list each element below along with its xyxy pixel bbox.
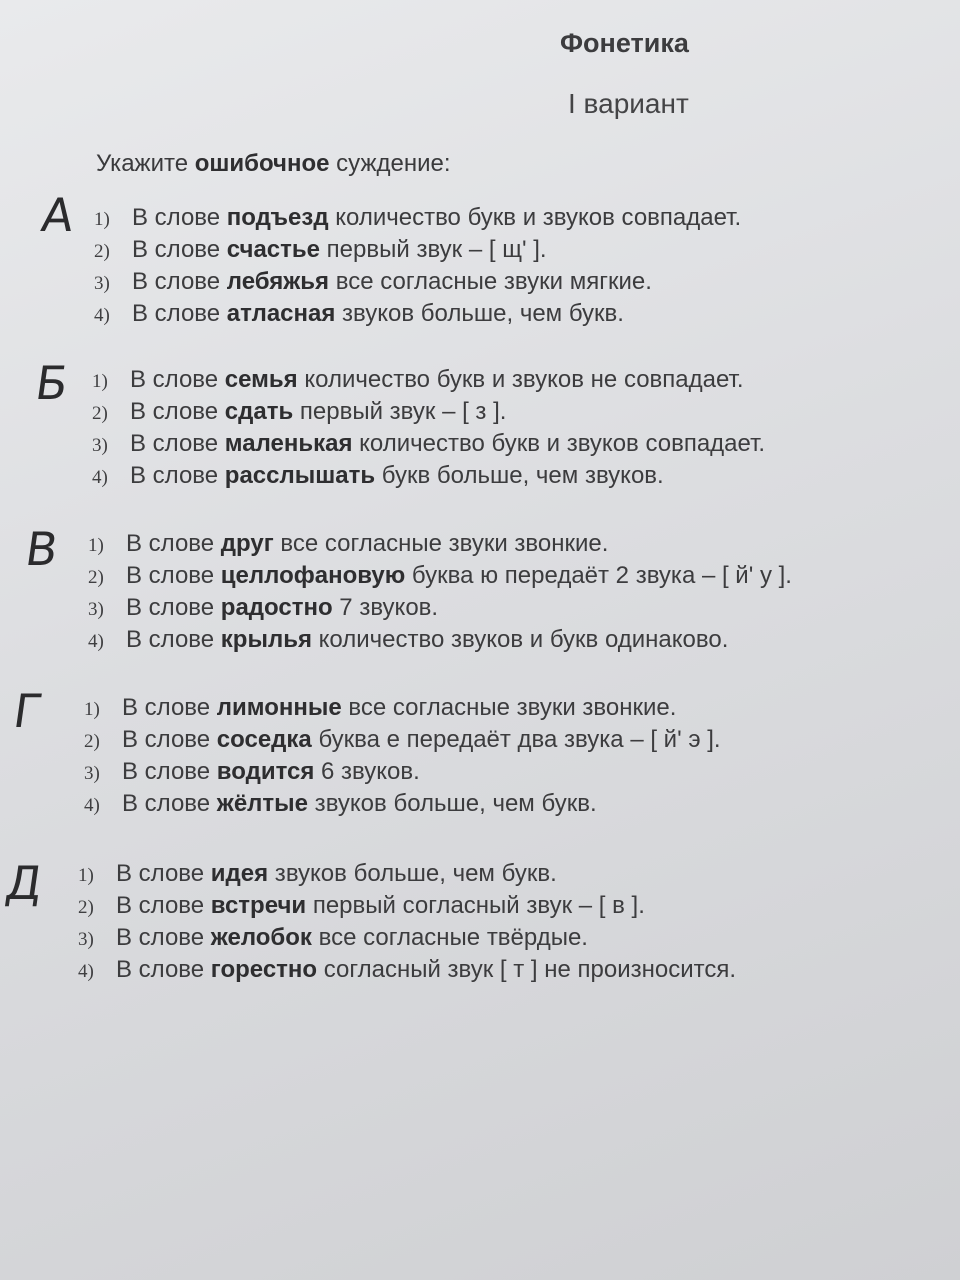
item-keyword: крылья (220, 626, 312, 653)
item-keyword: маленькая (224, 430, 353, 457)
list-item (94, 266, 741, 298)
item-keyword: целлофановую (220, 562, 406, 589)
question-group-a (94, 202, 741, 330)
item-text: В слове (116, 956, 211, 983)
item-text: звуков больше, чем букв. (308, 790, 597, 817)
item-text: буква е передаёт два звука – [ й' э ]. (311, 726, 721, 753)
item-text: количество букв и звуков совпадает. (352, 430, 766, 457)
list-item (78, 922, 736, 954)
item-number: 1) (94, 209, 110, 230)
item-keyword: горестно (210, 956, 318, 983)
question-group-d (78, 858, 736, 986)
item-text: 6 звуков. (314, 758, 420, 785)
item-text: первый звук – [ з ]. (293, 398, 507, 425)
item-text: буква ю передаёт 2 звука – [ й' у ]. (405, 562, 792, 589)
item-keyword: атласная (226, 300, 336, 327)
item-text: все согласные звуки мягкие. (329, 268, 652, 295)
item-text: В слове (132, 236, 227, 263)
item-keyword: подъезд (226, 204, 329, 231)
handwritten-marker-v: В (22, 522, 62, 576)
item-text: В слове (126, 626, 221, 653)
list-item (78, 954, 736, 986)
item-keyword: семья (224, 366, 298, 393)
item-number: 2) (88, 567, 104, 588)
item-keyword: встречи (210, 892, 307, 919)
item-keyword: радостно (220, 594, 333, 621)
item-keyword: желобок (210, 924, 312, 951)
item-text: В слове (132, 268, 227, 295)
item-text: количество звуков и букв одинаково. (311, 626, 729, 653)
item-text: В слове (126, 562, 221, 589)
item-number: 2) (94, 241, 110, 262)
item-text: звуков больше, чем букв. (335, 300, 624, 327)
item-keyword: счастье (226, 236, 321, 263)
item-text: все согласные звуки звонкие. (273, 530, 609, 557)
page-title: Фонетика (560, 28, 689, 58)
item-text: В слове (122, 758, 217, 785)
list-item (84, 724, 721, 756)
list-item (92, 460, 765, 492)
item-number: 4) (94, 305, 110, 326)
list-item (84, 788, 721, 820)
handwritten-marker-b: Б (32, 356, 72, 410)
item-text: В слове (132, 204, 227, 231)
item-number: 4) (78, 961, 94, 982)
item-number: 2) (84, 731, 100, 752)
item-text: В слове (132, 300, 227, 327)
question-group-b (92, 364, 765, 492)
item-text: первый звук – [ щ' ]. (320, 236, 547, 263)
item-number: 2) (78, 897, 94, 918)
list-item (92, 428, 765, 460)
item-text: В слове (126, 594, 221, 621)
list-item (78, 890, 736, 922)
list-item (88, 592, 792, 624)
item-text: букв больше, чем звуков. (375, 462, 664, 489)
task-instruction (96, 150, 451, 178)
list-item (94, 298, 741, 330)
item-text: количество букв и звуков совпадает. (328, 204, 742, 231)
list-item (94, 234, 741, 266)
item-text: звуков больше, чем букв. (268, 860, 557, 887)
handwritten-marker-a: А (38, 188, 78, 242)
list-item (88, 528, 792, 560)
list-item (94, 202, 741, 234)
list-item (84, 756, 721, 788)
item-number: 3) (92, 435, 108, 456)
question-group-g (84, 692, 721, 820)
list-item (78, 858, 736, 890)
item-keyword: сдать (224, 398, 294, 425)
item-text: первый согласный звук – [ в ]. (306, 892, 645, 919)
item-keyword: расслышать (224, 462, 376, 489)
item-number: 3) (84, 763, 100, 784)
item-keyword: друг (220, 530, 274, 557)
item-text: В слове (130, 430, 225, 457)
item-text: 7 звуков. (332, 594, 439, 621)
question-group-v (88, 528, 792, 656)
item-text: В слове (130, 398, 225, 425)
item-text: все согласные звуки звонкие. (341, 694, 677, 721)
item-text: В слове (116, 860, 211, 887)
item-text: В слове (130, 366, 225, 393)
item-number: 3) (78, 929, 94, 950)
item-number: 1) (88, 535, 104, 556)
item-number: 3) (94, 273, 110, 294)
item-text: все согласные твёрдые. (311, 924, 588, 951)
instruction-text-end: суждение: (329, 150, 451, 177)
item-number: 4) (92, 467, 108, 488)
item-keyword: лимонные (216, 694, 342, 721)
item-number: 1) (92, 371, 108, 392)
item-number: 2) (92, 403, 108, 424)
item-keyword: водится (216, 758, 315, 785)
variant-label: I вариант (568, 88, 689, 119)
item-text: В слове (116, 892, 211, 919)
instruction-bold-word: ошибочное (194, 150, 330, 177)
item-text: В слове (122, 694, 217, 721)
item-number: 1) (78, 865, 94, 886)
instruction-text-start: Укажите (96, 150, 195, 177)
item-number: 3) (88, 599, 104, 620)
item-text: В слове (116, 924, 211, 951)
list-item (92, 396, 765, 428)
item-text: В слове (130, 462, 225, 489)
item-keyword: соседка (216, 726, 312, 753)
item-number: 4) (84, 795, 100, 816)
handwritten-marker-d: Д (2, 856, 46, 910)
item-keyword: лебяжья (226, 268, 330, 295)
item-text: согласный звук [ т ] не произносится. (317, 956, 737, 983)
item-keyword: жёлтые (216, 790, 309, 817)
handwritten-marker-g: Г (10, 684, 46, 738)
list-item (88, 560, 792, 592)
list-item (84, 692, 721, 724)
item-text: В слове (122, 790, 217, 817)
item-text: В слове (122, 726, 217, 753)
item-number: 4) (88, 631, 104, 652)
list-item (88, 624, 792, 656)
item-text: количество букв и звуков не совпадает. (297, 366, 744, 393)
item-number: 1) (84, 699, 100, 720)
list-item (92, 364, 765, 396)
item-text: В слове (126, 530, 221, 557)
item-keyword: идея (210, 860, 269, 887)
